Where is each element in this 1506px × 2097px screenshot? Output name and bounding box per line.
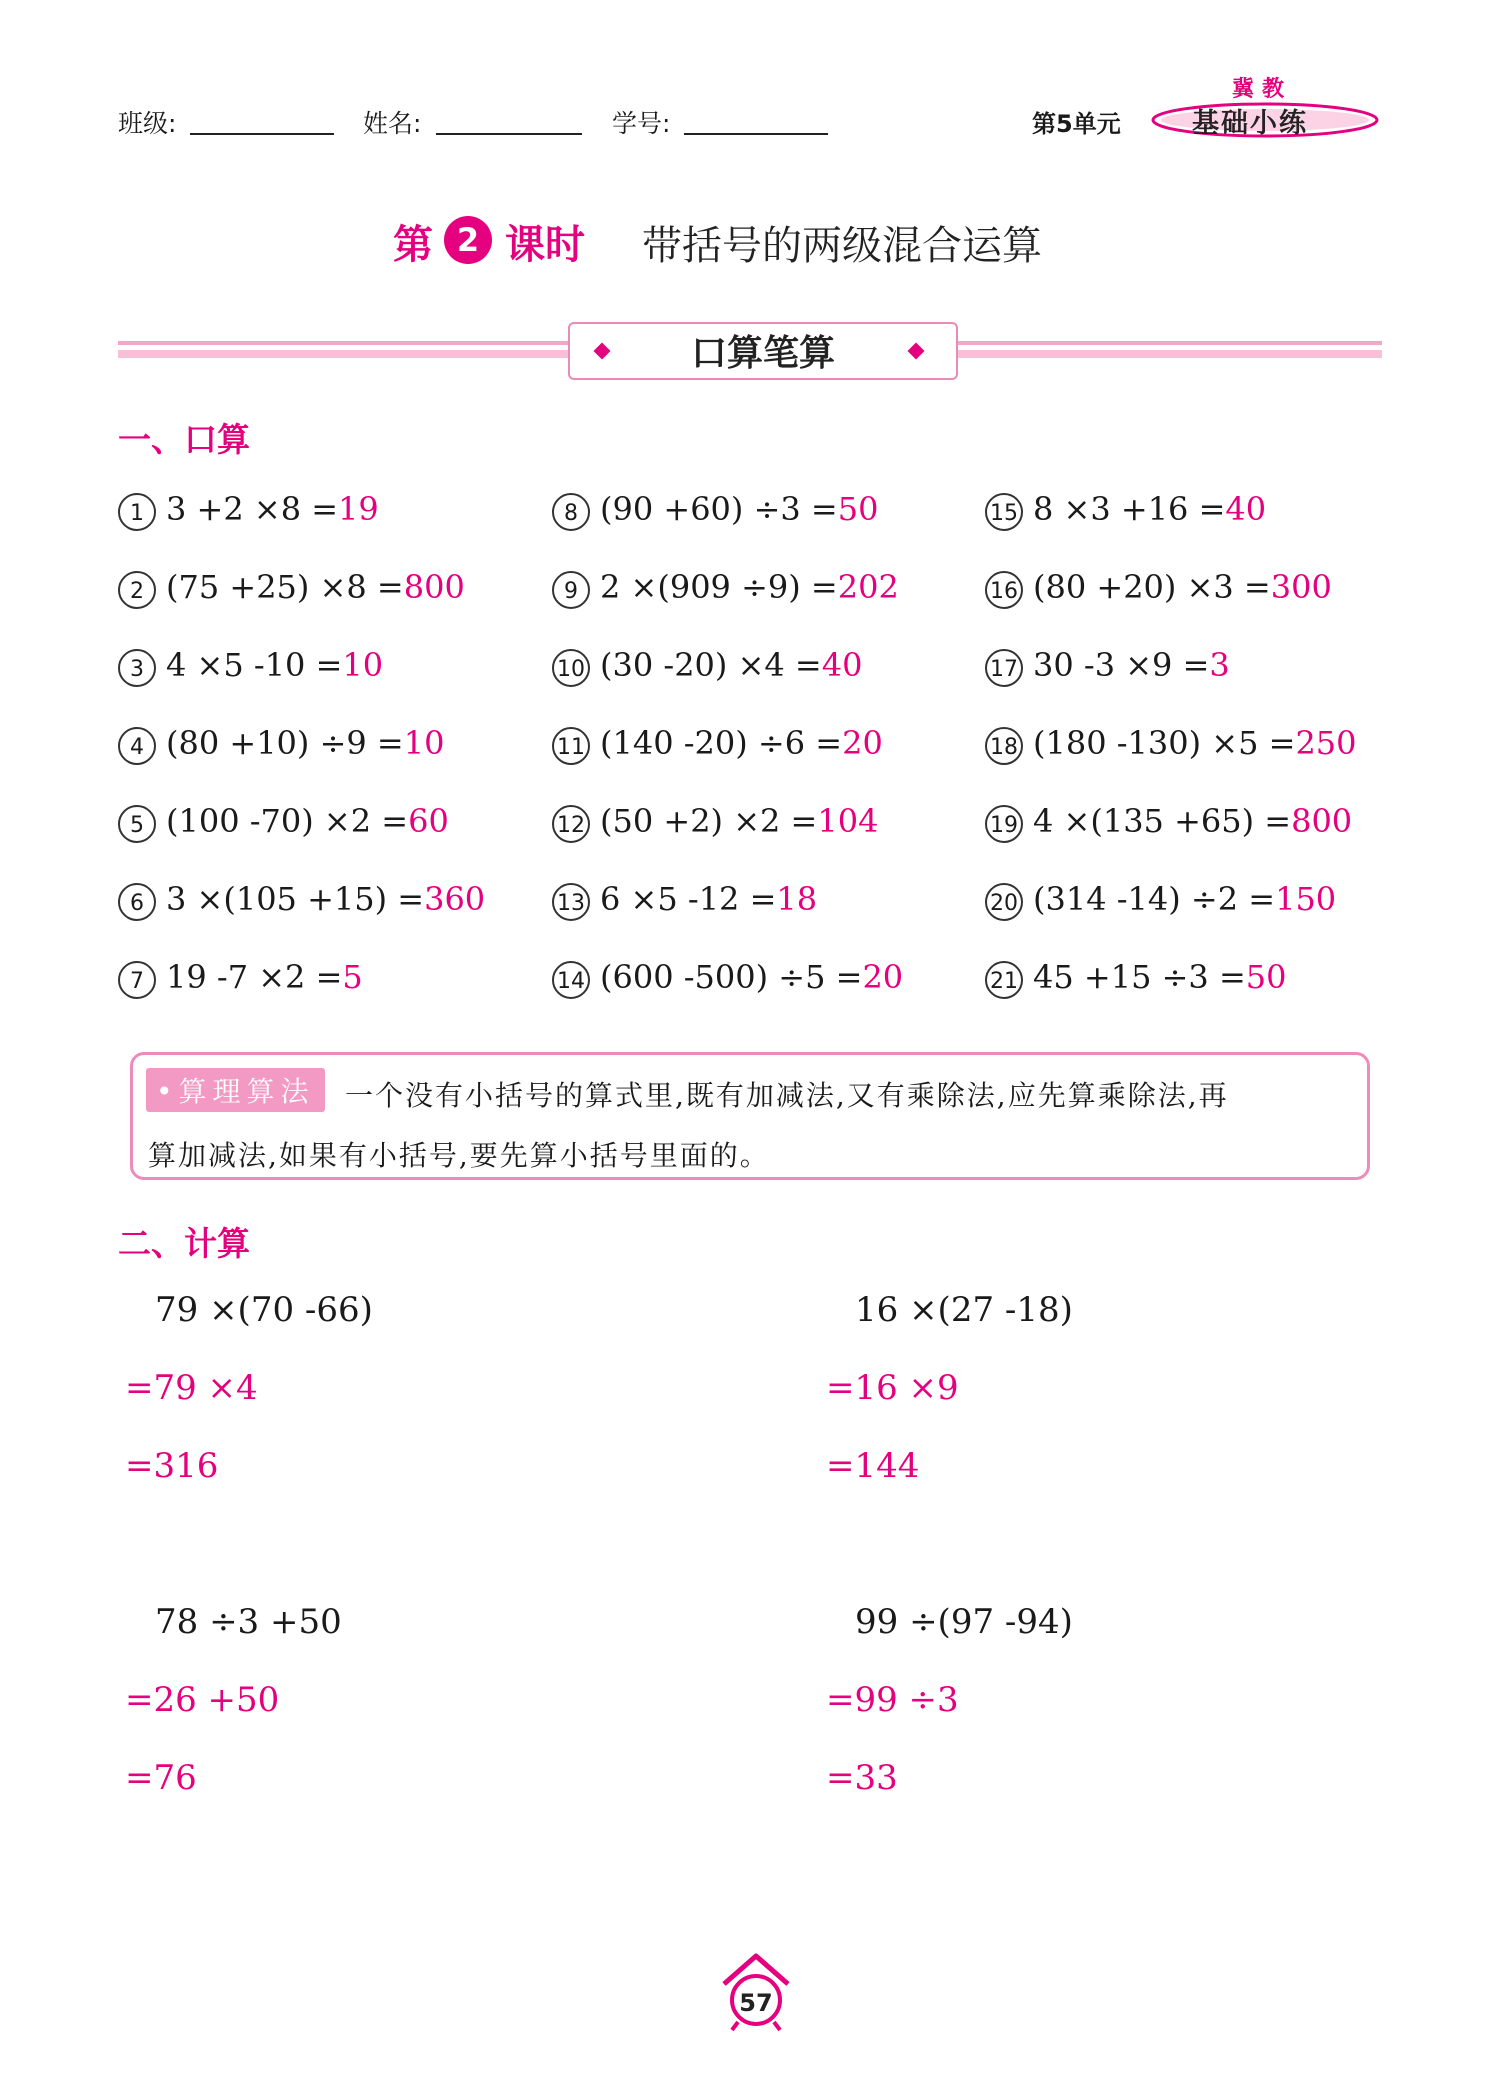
item-number: 20 <box>985 883 1023 921</box>
student-no-blank[interactable] <box>684 133 828 135</box>
item-answer: 40 <box>821 646 863 684</box>
item-number: 9 <box>552 571 590 609</box>
oral-item <box>985 646 1230 687</box>
item-answer: 5 <box>342 958 363 996</box>
item-expression: 6 ×5 -12 = <box>600 880 777 918</box>
item-number: 8 <box>552 493 590 531</box>
banner-title: 口算笔算 <box>690 333 835 374</box>
item-answer: 360 <box>424 880 486 918</box>
item-expression: 45 +15 ÷3 = <box>1033 958 1246 996</box>
item-number: 13 <box>552 883 590 921</box>
item-expression: 8 ×3 +16 = <box>1033 490 1226 528</box>
calc-expression: 79 ×(70 -66) <box>155 1290 373 1330</box>
item-answer: 800 <box>403 568 465 606</box>
oral-item <box>552 880 817 921</box>
item-answer: 18 <box>776 880 818 918</box>
item-number: 2 <box>118 571 156 609</box>
calc-step: =99 ÷3 <box>826 1680 959 1720</box>
calc-expression: 78 ÷3 +50 <box>155 1602 342 1642</box>
calc-step: =33 <box>826 1758 898 1798</box>
item-expression: (90 +60) ÷3 = <box>600 490 838 528</box>
item-answer: 20 <box>842 724 883 762</box>
item-number: 19 <box>985 805 1023 843</box>
lesson-number-badge: 2 <box>444 216 492 264</box>
item-answer: 250 <box>1295 724 1357 762</box>
calc-step: =144 <box>826 1446 920 1486</box>
item-number: 14 <box>552 961 590 999</box>
oral-item <box>985 568 1332 609</box>
page-title: 带括号的两级混合运算 <box>642 223 1042 269</box>
item-answer: 10 <box>403 724 445 762</box>
oral-item <box>118 724 444 765</box>
oral-item <box>552 958 903 999</box>
item-number: 5 <box>118 805 156 843</box>
item-answer: 10 <box>342 646 384 684</box>
lesson-suffix: 课时 <box>505 222 585 268</box>
item-answer: 104 <box>817 802 879 840</box>
item-number: 1 <box>118 493 156 531</box>
oral-item <box>118 646 383 687</box>
oral-item <box>118 802 449 843</box>
calc-step: =16 ×9 <box>826 1368 959 1408</box>
oral-item <box>552 646 862 687</box>
oral-item <box>985 958 1286 999</box>
item-expression: (80 +20) ×3 = <box>1033 568 1271 606</box>
tip-text-line1: 一个没有小括号的算式里,既有加减法,又有乘除法,应先算乘除法,再 <box>345 1079 1229 1112</box>
oral-item <box>985 724 1357 765</box>
item-answer: 800 <box>1291 802 1353 840</box>
calc-step: =316 <box>125 1446 219 1486</box>
oral-item <box>552 568 899 609</box>
item-number: 21 <box>985 961 1023 999</box>
item-expression: 30 -3 ×9 = <box>1033 646 1210 684</box>
item-expression: 4 ×5 -10 = <box>166 646 343 684</box>
item-number: 17 <box>985 649 1023 687</box>
item-expression: 19 -7 ×2 = <box>166 958 343 996</box>
page-number: 57 <box>739 1989 773 2017</box>
section-heading-oral: 一、口算 <box>118 420 250 459</box>
class-label: 班级: <box>118 109 177 138</box>
oral-item <box>985 880 1336 921</box>
item-expression: (50 +2) ×2 = <box>600 802 818 840</box>
oral-item <box>552 490 878 531</box>
name-blank[interactable] <box>436 133 582 135</box>
item-answer: 300 <box>1270 568 1332 606</box>
item-expression: (600 -500) ÷5 = <box>600 958 863 996</box>
item-answer: 150 <box>1275 880 1337 918</box>
item-expression: 2 ×(909 ÷9) = <box>600 568 838 606</box>
item-number: 4 <box>118 727 156 765</box>
item-expression: (140 -20) ÷6 = <box>600 724 843 762</box>
item-answer: 40 <box>1225 490 1267 528</box>
item-answer: 3 <box>1209 646 1230 684</box>
oral-item <box>985 490 1266 531</box>
item-number: 7 <box>118 961 156 999</box>
calc-expression: 16 ×(27 -18) <box>855 1290 1073 1330</box>
name-label: 姓名: <box>363 109 422 138</box>
brand-publisher: 冀教 <box>1232 77 1293 102</box>
item-expression: 3 +2 ×8 = <box>166 490 339 528</box>
item-answer: 202 <box>837 568 899 606</box>
item-answer: 19 <box>338 490 379 528</box>
item-number: 16 <box>985 571 1023 609</box>
item-number: 12 <box>552 805 590 843</box>
item-answer: 50 <box>1245 958 1287 996</box>
calc-step: =79 ×4 <box>125 1368 258 1408</box>
unit-label: 第5单元 <box>1032 110 1121 138</box>
item-expression: (80 +10) ÷9 = <box>166 724 404 762</box>
oral-item <box>118 568 465 609</box>
oral-item <box>118 880 485 921</box>
oral-item <box>118 490 379 531</box>
calc-step: =26 +50 <box>125 1680 280 1720</box>
calc-expression: 99 ÷(97 -94) <box>855 1602 1073 1642</box>
item-expression: (30 -20) ×4 = <box>600 646 822 684</box>
item-expression: (180 -130) ×5 = <box>1033 724 1296 762</box>
oral-item <box>985 802 1352 843</box>
item-number: 11 <box>552 727 590 765</box>
tip-text-line2: 算加减法,如果有小括号,要先算小括号里面的。 <box>148 1139 770 1172</box>
item-number: 18 <box>985 727 1023 765</box>
section-heading-calc: 二、计算 <box>118 1224 250 1263</box>
lesson-prefix: 第 <box>393 222 433 268</box>
item-expression: (100 -70) ×2 = <box>166 802 409 840</box>
item-expression: 4 ×(135 +65) = <box>1033 802 1292 840</box>
item-expression: 3 ×(105 +15) = <box>166 880 425 918</box>
item-answer: 50 <box>837 490 879 528</box>
brand-title: 基础小练 <box>1192 108 1308 139</box>
item-number: 10 <box>552 649 590 687</box>
oral-item <box>552 802 878 843</box>
student-no-label: 学号: <box>612 109 671 138</box>
item-answer: 20 <box>862 958 904 996</box>
oral-item <box>118 958 363 999</box>
item-number: 15 <box>985 493 1023 531</box>
oral-item <box>552 724 883 765</box>
class-blank[interactable] <box>190 133 334 135</box>
item-expression: (314 -14) ÷2 = <box>1033 880 1276 918</box>
tip-label: •算理算法 <box>146 1068 325 1112</box>
calc-step: =76 <box>125 1758 197 1798</box>
item-expression: (75 +25) ×8 = <box>166 568 404 606</box>
item-number: 3 <box>118 649 156 687</box>
item-number: 6 <box>118 883 156 921</box>
item-answer: 60 <box>408 802 449 840</box>
